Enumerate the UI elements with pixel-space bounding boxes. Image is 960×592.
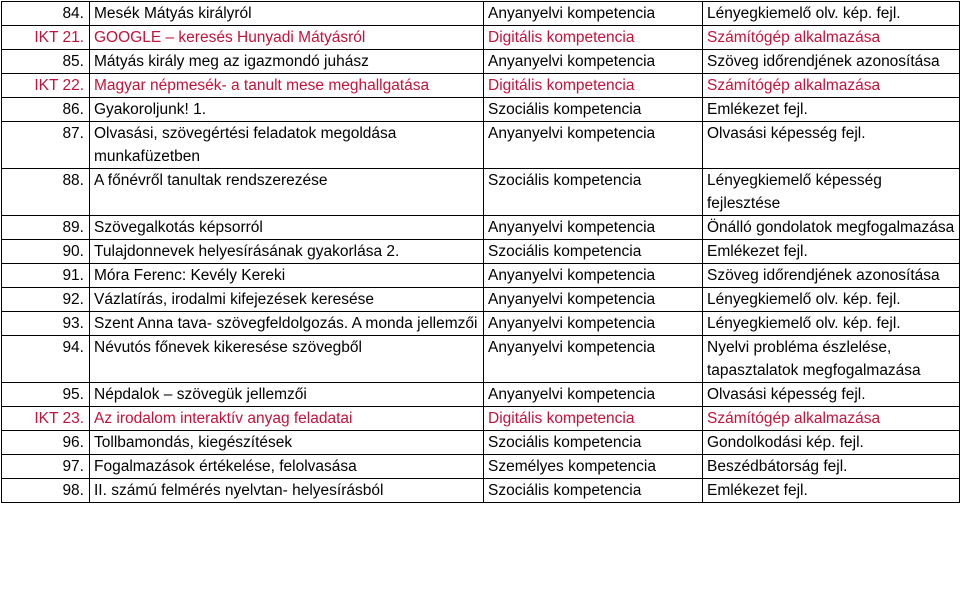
lesson-title: Tollbamondás, kiegészítések [90, 431, 484, 455]
skill-development: Gondolkodási kép. fejl. [703, 431, 960, 455]
competency: Személyes kompetencia [484, 455, 703, 479]
lesson-number: 85. [2, 50, 90, 74]
competency: Szociális kompetencia [484, 479, 703, 503]
skill-development: Számítógép alkalmazása [703, 74, 960, 98]
skill-development: Beszédbátorság fejl. [703, 455, 960, 479]
lesson-title: Móra Ferenc: Kevély Kereki [90, 264, 484, 288]
lesson-title: Népdalok – szövegük jellemzői [90, 383, 484, 407]
lesson-title: Olvasási, szövegértési feladatok megoldása munkafüzetben [90, 122, 484, 169]
skill-development: Számítógép alkalmazása [703, 26, 960, 50]
skill-development: Olvasási képesség fejl. [703, 383, 960, 407]
lesson-number: 90. [2, 240, 90, 264]
table-row [2, 336, 960, 383]
lesson-number: 96. [2, 431, 90, 455]
competency: Anyanyelvi kompetencia [484, 122, 703, 169]
lesson-number: 93. [2, 312, 90, 336]
table-row [2, 50, 960, 74]
table-row [2, 431, 960, 455]
lesson-title: Névutós főnevek kikeresése szövegből [90, 336, 484, 383]
skill-development: Önálló gondolatok megfogalmazása [703, 216, 960, 240]
lesson-number: 89. [2, 216, 90, 240]
skill-development: Emlékezet fejl. [703, 479, 960, 503]
table-row-ikt [2, 407, 960, 431]
table-row [2, 264, 960, 288]
lesson-title: Szövegalkotás képsorról [90, 216, 484, 240]
lesson-number: 97. [2, 455, 90, 479]
table-row [2, 288, 960, 312]
competency: Anyanyelvi kompetencia [484, 383, 703, 407]
table-row-ikt [2, 74, 960, 98]
skill-development: Nyelvi probléma észlelése, tapasztalatok megfogalmazása [703, 336, 960, 383]
table-row [2, 98, 960, 122]
skill-development: Emlékezet fejl. [703, 98, 960, 122]
competency: Anyanyelvi kompetencia [484, 2, 703, 26]
lesson-number: 84. [2, 2, 90, 26]
lesson-number: 98. [2, 479, 90, 503]
lesson-number: 92. [2, 288, 90, 312]
competency: Anyanyelvi kompetencia [484, 336, 703, 383]
skill-development: Lényegkiemelő olv. kép. fejl. [703, 312, 960, 336]
competency: Digitális kompetencia [484, 26, 703, 50]
lesson-number: 87. [2, 122, 90, 169]
table-row [2, 216, 960, 240]
skill-development: Lényegkiemelő képesség fejlesztése [703, 169, 960, 216]
table-row [2, 240, 960, 264]
table-row [2, 479, 960, 503]
competency: Anyanyelvi kompetencia [484, 264, 703, 288]
competency: Szociális kompetencia [484, 98, 703, 122]
lesson-title: A főnévről tanultak rendszerezése [90, 169, 484, 216]
lesson-title: Vázlatírás, irodalmi kifejezések keresése [90, 288, 484, 312]
competency: Szociális kompetencia [484, 431, 703, 455]
competency: Anyanyelvi kompetencia [484, 216, 703, 240]
competency: Digitális kompetencia [484, 407, 703, 431]
lesson-title: Az irodalom interaktív anyag feladatai [90, 407, 484, 431]
table-row-ikt [2, 26, 960, 50]
skill-development: Emlékezet fejl. [703, 240, 960, 264]
competency: Szociális kompetencia [484, 169, 703, 216]
table-row [2, 169, 960, 216]
skill-development: Szöveg időrendjének azonosítása [703, 50, 960, 74]
table-row [2, 2, 960, 26]
lesson-number: IKT 21. [2, 26, 90, 50]
lesson-number: 94. [2, 336, 90, 383]
skill-development: Lényegkiemelő olv. kép. fejl. [703, 288, 960, 312]
lesson-title: Tulajdonnevek helyesírásának gyakorlása 2. [90, 240, 484, 264]
skill-development: Olvasási képesség fejl. [703, 122, 960, 169]
lesson-title: II. számú felmérés nyelvtan- helyesírásból [90, 479, 484, 503]
lesson-number: IKT 23. [2, 407, 90, 431]
lesson-title: GOOGLE – keresés Hunyadi Mátyásról [90, 26, 484, 50]
lesson-title: Mesék Mátyás királyról [90, 2, 484, 26]
competency: Anyanyelvi kompetencia [484, 288, 703, 312]
lesson-title: Szent Anna tava- szövegfeldolgozás. A monda jellemzői [90, 312, 484, 336]
table-row [2, 122, 960, 169]
competency: Anyanyelvi kompetencia [484, 312, 703, 336]
lesson-number: 88. [2, 169, 90, 216]
skill-development: Számítógép alkalmazása [703, 407, 960, 431]
lesson-number: 91. [2, 264, 90, 288]
lesson-number: 95. [2, 383, 90, 407]
lesson-title: Magyar népmesék- a tanult mese meghallgatása [90, 74, 484, 98]
lesson-title: Fogalmazások értékelése, felolvasása [90, 455, 484, 479]
competency: Anyanyelvi kompetencia [484, 50, 703, 74]
lesson-plan-table [1, 1, 960, 503]
table-row [2, 312, 960, 336]
skill-development: Szöveg időrendjének azonosítása [703, 264, 960, 288]
lesson-title: Gyakoroljunk! 1. [90, 98, 484, 122]
lesson-number: IKT 22. [2, 74, 90, 98]
competency: Szociális kompetencia [484, 240, 703, 264]
table-row [2, 383, 960, 407]
lesson-title: Mátyás király meg az igazmondó juhász [90, 50, 484, 74]
table-row [2, 455, 960, 479]
lesson-number: 86. [2, 98, 90, 122]
competency: Digitális kompetencia [484, 74, 703, 98]
skill-development: Lényegkiemelő olv. kép. fejl. [703, 2, 960, 26]
lesson-plan-rows [2, 2, 960, 503]
